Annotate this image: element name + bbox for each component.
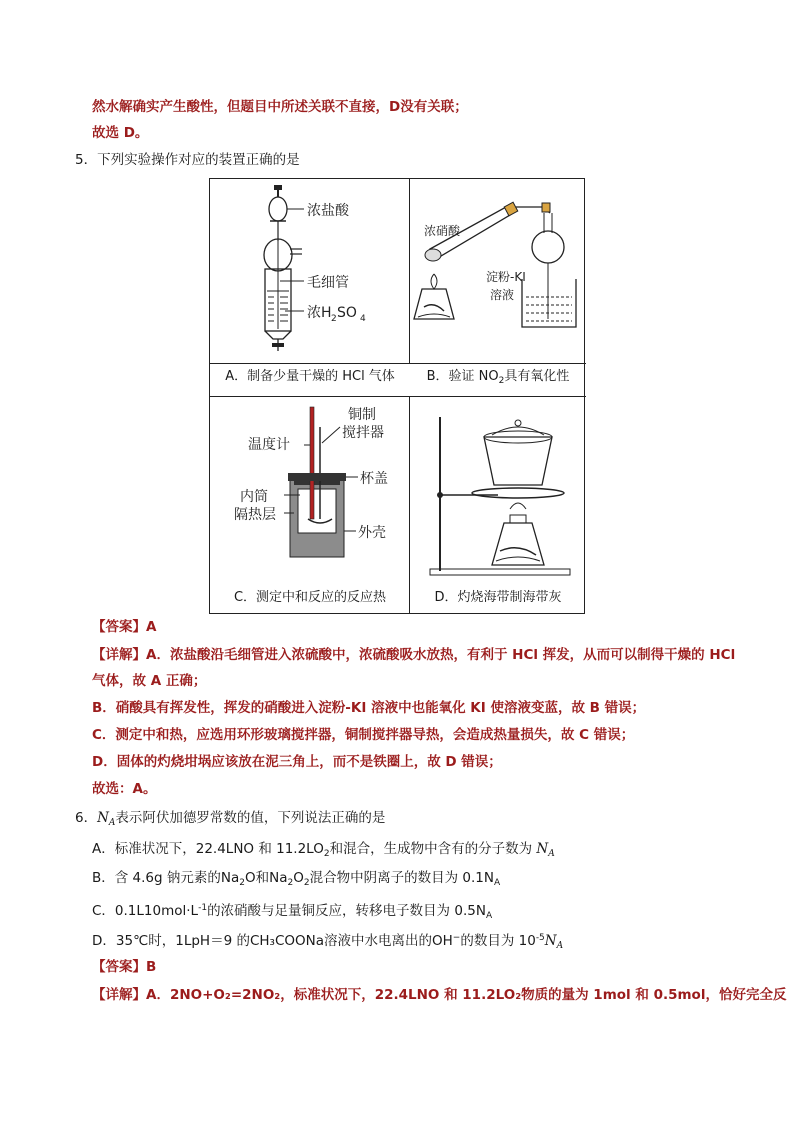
option-text: 和 [255, 870, 270, 886]
chem-sup: -5 [535, 933, 545, 943]
caption-b-sub: 2 [498, 376, 505, 386]
question-text: 表示阿伏加德罗常数的值，下列说法正确的是 [115, 810, 386, 826]
label-sub-2: 2 [331, 314, 337, 324]
option-6-a [92, 839, 555, 864]
chem-sub: 2 [323, 849, 330, 859]
apparatus-table [209, 178, 585, 614]
chem-sub: 2 [239, 878, 245, 888]
answer-tag: 【答案】 [92, 959, 146, 975]
detail-5-b: B．硝酸具有挥发性，挥发的硝酸进入淀粉-KI 溶液中也能氧化 KI 使溶液变蓝，故 B 错误； [92, 700, 646, 716]
label-conc-hcl: 浓盐酸 [307, 203, 349, 219]
detail-text: A．浓盐酸沿毛细管进入浓硫酸中，浓硫酸吸水放热，有利于 HCl 挥发，从而可以制得干燥的 HCl [146, 647, 736, 663]
symbol-a: A [556, 941, 564, 951]
detail-5-a1 [92, 645, 735, 665]
label-solution: 溶液 [490, 288, 515, 302]
option-text: 的浓硝酸与足量铜反应，转移电子数目为 0.5 [207, 903, 476, 919]
caption-b-text: B．验证 NO [426, 369, 499, 384]
chem-sup: -1 [198, 903, 208, 913]
detail-6-a [92, 985, 786, 1005]
figure-a-drawing [210, 179, 409, 363]
detail-5-c: C．测定中和热，应选用环形玻璃搅拌器，铜制搅拌器导热，会造成热量损失，故 C 错误； [92, 727, 635, 743]
option-text: 溶液中水电离出的 [324, 933, 432, 949]
chem-sub: 2 [303, 878, 310, 888]
chem-o: O [293, 870, 304, 886]
question-number: 6． [75, 810, 98, 826]
symbol-a: A [485, 911, 493, 921]
option-text: 和混合，生成物中含有的分子数为 [329, 841, 533, 857]
answer-tag: 【答案】 [92, 619, 146, 635]
symbol-n: N [475, 903, 486, 919]
chem-sup: − [452, 933, 461, 943]
question-6 [75, 808, 385, 833]
chem-na: Na [269, 870, 288, 886]
symbol-n: N [483, 870, 494, 886]
chem-o: O [245, 870, 256, 886]
option-text: A．标准状况下，22.4LNO 和 11.2L [92, 841, 314, 857]
text-line: 然水解确实产生酸性，但题目中所述关联不直接，D没有关联； [92, 99, 468, 115]
answer-5 [92, 617, 156, 637]
figure-d-cell [410, 396, 586, 615]
caption-b-text2: 具有氧化性 [504, 369, 570, 384]
label-lid: 杯盖 [360, 471, 388, 487]
symbol-a: A [548, 849, 555, 859]
chem-na: Na [220, 870, 240, 886]
label-sub-4: 4 [360, 314, 366, 324]
answer-6 [92, 957, 156, 977]
figure-b-drawing [410, 179, 585, 363]
option-text: 混合物中阴离子的数目为 0.1 [309, 870, 484, 886]
option-6-d [92, 928, 563, 956]
caption-b [410, 367, 586, 391]
detail-5-d: D．固体的灼烧坩埚应该放在泥三角上，而不是铁圈上，故 D 错误； [92, 754, 502, 770]
caption-a: A．制备少量干燥的 HCl 气体 [225, 369, 395, 384]
option-text: C．0.1L10mol·L [92, 903, 199, 919]
answer-value: B [146, 959, 157, 975]
label-conc-hno3: 浓硝酸 [424, 224, 461, 238]
detail-text: A．2NO+O₂=2NO₂，标准状况下，22.4LNO 和 11.2LO₂物质的量为 1mol 和 0.5mol，恰好完全反 [146, 987, 787, 1003]
label-shell: 外壳 [358, 525, 386, 541]
label-stirrer: 搅拌器 [342, 425, 384, 441]
chem-ch3coona: CH₃COONa [249, 933, 324, 949]
label-capillary: 毛细管 [307, 275, 349, 291]
figure-d-drawing [410, 397, 585, 587]
figure-c-cell [210, 396, 410, 614]
symbol-n: N [536, 841, 549, 857]
label-conc-h2so4-a: 浓H [307, 305, 332, 321]
figure-c-drawing [210, 397, 409, 587]
caption-d: D．灼烧海带制海带灰 [434, 590, 562, 605]
option-6-b [92, 868, 500, 893]
detail-5-a2: 气体，故 A 正确； [92, 673, 207, 689]
label-starch-ki: 淀粉-KI [486, 270, 526, 284]
symbol-a: A [108, 818, 116, 828]
figure-b-cell [410, 179, 586, 386]
figure-a-cell [210, 179, 410, 384]
label-copper: 铜制 [348, 407, 376, 423]
option-text: B．含 4.6g 钠元素的 [92, 870, 221, 886]
label-inner-cup: 内筒 [240, 489, 268, 505]
label-insulation: 隔热层 [234, 507, 276, 523]
chem-oh: OH [432, 933, 453, 949]
symbol-n: N [544, 933, 557, 949]
option-text: 的数目为 10 [460, 933, 536, 949]
chem-sub: 2 [287, 878, 294, 888]
detail-5-e: 故选：A。 [92, 781, 157, 797]
option-text: D．35℃时，1LpH＝9 的 [92, 933, 250, 949]
chem-o: O [313, 841, 324, 857]
detail-tag: 【详解】 [92, 987, 146, 1003]
answer-value: A [146, 619, 157, 635]
caption-c: C．测定中和反应的反应热 [233, 590, 387, 605]
detail-tag: 【详解】 [92, 647, 146, 663]
symbol-a: A [494, 878, 501, 888]
question-5: 5．下列实验操作对应的装置正确的是 [75, 152, 300, 168]
text-line: 故选 D。 [92, 125, 149, 141]
option-6-c [92, 898, 492, 926]
label-thermometer: 温度计 [248, 437, 290, 453]
label-conc-h2so4-b: SO [337, 305, 357, 321]
symbol-n: N [97, 810, 109, 826]
